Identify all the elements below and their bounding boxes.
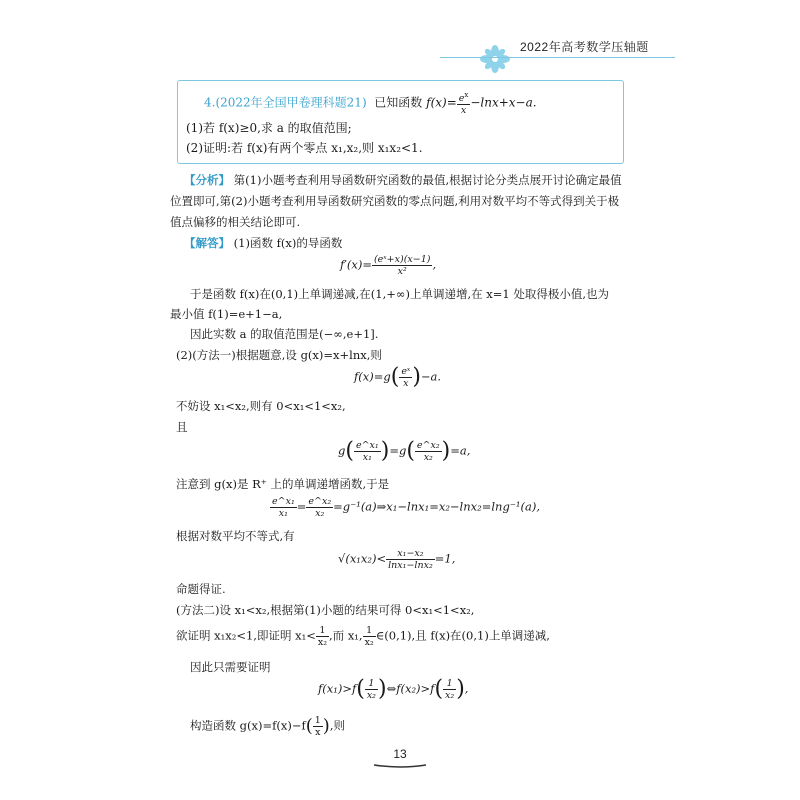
eq3-tail: =a, [450, 443, 471, 458]
solution-line-6: 不妨设 x₁<x₂,则有 0<x₁<1<x₂, [176, 399, 346, 413]
eq1-den: x² [397, 266, 407, 277]
eq3-fraction-2 [415, 440, 442, 463]
eq3-den2: x₂ [423, 452, 433, 463]
analysis-tag: 【分析】 [184, 173, 230, 187]
s12a: 欲证明 x₁x₂<1,即证明 x₁< [176, 628, 316, 643]
eq6-fraction-2 [443, 678, 456, 701]
analysis-text-1: 第(1)小题考查利用导函数研究函数的最值,根据讨论分类点展开讨论确定最值 [233, 173, 622, 187]
s12-fraction-2 [363, 625, 376, 648]
s12-den: x₂ [317, 637, 328, 648]
problem-number: 4. [204, 95, 216, 110]
eq6-tail: , [464, 681, 469, 696]
solution-line-10: 命题得证. [176, 582, 226, 596]
stem-frac-num: e [458, 93, 465, 105]
s12-den2: x₂ [364, 637, 374, 648]
eq3-mid: =g [389, 443, 407, 458]
equation-g-equal: g( $\frac{\text{e\textasciicircum{}x₁}}{\text{x₁}}$ )=g( $\frac{\text{e\textasciicircum{}x₂}}{\text{x₂}}$ )=a, [338, 438, 471, 464]
eq2-tail: −a. [420, 369, 442, 384]
equation-f-g: f(x)=g( $\frac{\text{eˣ}}{x}$ )−a. [354, 364, 442, 390]
solution-tag: 【解答】 [184, 236, 230, 250]
analysis-line-1 [184, 172, 622, 188]
solution-line-11: (方法二)设 x₁<x₂,根据第(1)小题的结果可得 0<x₁<1<x₂, [176, 603, 475, 617]
s14b: ,则 [329, 718, 345, 733]
eq3-fraction-1 [354, 440, 381, 463]
analysis-line-3: 值点偏移的相关结论即可. [170, 215, 301, 229]
s12-num: 1 [316, 625, 329, 637]
eq6-a: f(x₁)>f [318, 681, 357, 696]
eq4-tail: =g⁻¹(a)⇒x₁−lnx₁=x₂−lnx₂=lng⁻¹(a), [333, 499, 540, 514]
solution-line-7: 且 [176, 420, 188, 434]
eq3-a: g [338, 443, 346, 458]
question-2: (2)证明:若 f(x)有两个零点 x₁,x₂,则 x₁x₂<1. [186, 141, 423, 155]
s12-num2: 1 [363, 625, 376, 637]
eq5-tail: =1, [434, 551, 456, 566]
eq5-lhs: √(x₁x₂)< [338, 551, 387, 566]
solution-line-9: 根据对数平均不等式,有 [176, 529, 295, 543]
eq6-num2: 1 [443, 678, 456, 690]
solution-line-13: 因此只需要证明 [190, 660, 271, 674]
eq4-fraction-2 [306, 496, 333, 519]
solution-line-1 [184, 235, 342, 251]
s14-den: x [315, 727, 321, 738]
eq5-fraction [386, 548, 435, 571]
solution-text-1: (1)函数 f(x)的导函数 [233, 236, 343, 250]
eq2-fraction [399, 366, 412, 389]
eq6-num1: 1 [365, 678, 378, 690]
solution-line-4: 因此实数 a 的取值范围是(−∞,e+1]. [190, 327, 379, 341]
s14-fraction [313, 715, 323, 738]
page-number-ornament [372, 762, 428, 768]
s12c: ∈(0,1),且 f(x)在(0,1)上单调递减, [375, 628, 550, 643]
problem-stem [204, 90, 537, 116]
stem-prefix: 已知函数 [374, 95, 423, 110]
problem-source: (2022年全国甲卷理科题21) [215, 95, 367, 110]
stem-frac-sup: x [464, 91, 469, 99]
eq2-den: x [403, 378, 409, 389]
eq3-num1: e^x₁ [355, 440, 379, 451]
stem-fraction [457, 90, 471, 116]
solution-line-12 [176, 625, 550, 648]
s12b: ,而 x₁, [329, 628, 363, 643]
eq4-num2: e^x₂ [308, 496, 332, 507]
s14-num: 1 [314, 715, 321, 726]
eq1-fraction [372, 254, 433, 277]
eq6-mid: ⇔f(x₂)>f [386, 681, 435, 696]
eq3-num2: e^x₂ [416, 440, 440, 451]
equation-log-mean [338, 548, 455, 571]
equation-equivalence: f(x₁)>f( $\frac{1}{\text{x₂}}$ )⇔f(x₂)>f( $\frac{1}{\text{x₂}}$ ), [318, 676, 469, 702]
eq6-den1: x₂ [366, 690, 376, 701]
stem-frac-den: x [460, 105, 467, 117]
header-title: 2022年高考数学压轴题 [520, 40, 649, 54]
solution-line-14: 构造函数 g(x)=f(x)−f( $\frac{1}{x}$ ),则 [190, 715, 345, 738]
question-1: (1)若 f(x)≥0,求 a 的取值范围; [186, 121, 352, 135]
eq4-eq: = [296, 499, 307, 514]
eq5-den: lnx₁−lnx₂ [388, 560, 433, 571]
eq2-num: eˣ [401, 366, 411, 377]
problem-box [177, 80, 624, 164]
eq4-fraction-1 [270, 496, 297, 519]
eq4-den2: x₂ [315, 508, 325, 519]
eq1-tail: , [432, 257, 437, 272]
eq6-den2: x₂ [445, 690, 455, 701]
s14a: 构造函数 g(x)=f(x)−f [190, 718, 306, 733]
page-number: 13 [393, 747, 407, 761]
solution-line-3: 最小值 f(1)=e+1−a, [170, 307, 283, 321]
solution-line-8: 注意到 g(x)是 R⁺ 上的单调递增函数,于是 [176, 477, 390, 491]
snowflake-icon [478, 44, 512, 74]
eq1-num: (eˣ+x)(x−1) [373, 254, 431, 265]
equation-derivative [340, 254, 436, 277]
stem-func: f(x)= [426, 95, 457, 110]
eq4-den1: x₁ [278, 508, 288, 519]
eq3-den1: x₁ [362, 452, 372, 463]
eq4-num1: e^x₁ [272, 496, 295, 507]
equation-inverse [270, 496, 540, 519]
stem-tail: −lnx+x−a. [470, 95, 537, 110]
eq1-lhs: f′(x)= [340, 257, 372, 272]
analysis-line-2: 位置即可,第(2)小题考查利用导函数研究函数的零点问题,利用对数平均不等式得到关于极 [170, 194, 620, 208]
solution-line-5: (2)(方法一)根据题意,设 g(x)=x+lnx,则 [176, 348, 382, 362]
eq5-num: x₁−x₂ [386, 548, 435, 560]
eq6-fraction-1 [365, 678, 378, 701]
solution-line-2: 于是函数 f(x)在(0,1)上单调递减,在(1,+∞)上单调递增,在 x=1 处取得极小值,也为 [190, 287, 610, 301]
eq2-lhs: f(x)=g [354, 369, 391, 384]
s12-fraction-1 [316, 625, 329, 648]
header-rule [440, 57, 675, 58]
